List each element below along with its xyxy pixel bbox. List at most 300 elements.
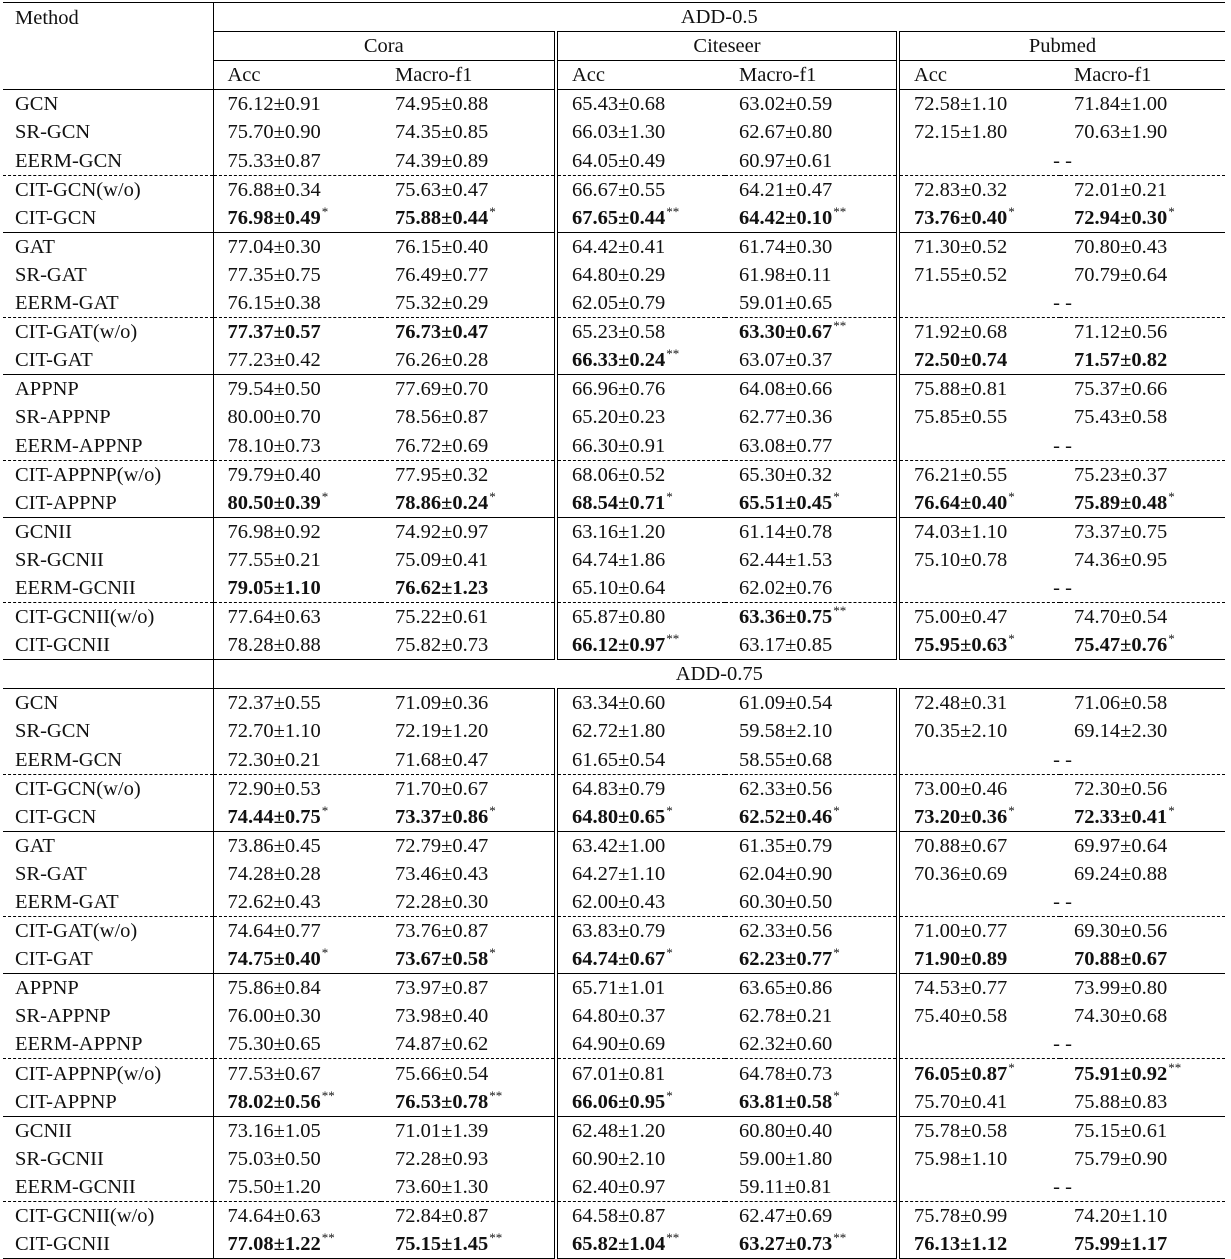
result-cell [213,831,381,860]
result-cell [381,1116,556,1145]
table-row [3,574,1225,603]
result-value: 78.56±0.87 [395,406,489,429]
result-cell [898,689,1060,718]
result-cell [381,90,556,119]
significance-mark: * [833,802,840,818]
table-row [3,1116,1225,1145]
result-value: 66.30±0.91 [572,434,666,457]
significance-mark: * [833,488,840,504]
result-value: 60.90±2.10 [572,1147,666,1170]
method-name: GAT [3,232,213,261]
significance-mark: ** [833,203,847,219]
result-cell [556,175,725,204]
result-value: 73.98±0.40 [395,1005,489,1028]
result-value: 65.51±0.45 [739,491,833,514]
result-cell [213,431,381,460]
result-value: 63.42±1.00 [572,834,666,857]
table-row [3,1030,1225,1059]
result-cell [556,517,725,546]
result-value: 78.86±0.24 [395,491,489,514]
result-value: 61.35±0.79 [739,834,833,857]
method-name: GCN [3,90,213,119]
significance-mark: * [489,203,496,219]
significance-mark: * [489,802,496,818]
result-cell [381,831,556,860]
result-value: 72.79±0.47 [395,834,489,857]
result-cell [1060,717,1225,745]
result-value: 75.78±0.58 [914,1119,1008,1142]
significance-mark: ** [489,1230,503,1246]
result-value: 64.42±0.41 [572,235,666,258]
significance-mark: * [321,945,329,961]
method-name: SR-GAT [3,261,213,289]
result-value: 62.47±0.69 [739,1205,833,1228]
result-value: 65.10±0.64 [572,576,666,599]
result-cell [213,204,381,233]
result-value: 77.64±0.63 [227,606,321,629]
result-cell [381,1088,556,1117]
result-value: 74.92±0.97 [395,520,489,543]
result-cell [898,90,1060,119]
result-value: 75.91±0.92 [1074,1062,1168,1085]
result-value: 74.70±0.54 [1074,606,1168,629]
result-cell [725,1059,898,1088]
dataset-header-citeseer: Citeseer [556,32,898,61]
result-cell [1060,261,1225,289]
result-cell [213,1173,381,1202]
significance-mark: ** [833,318,847,334]
result-cell [725,888,898,917]
result-cell [556,375,725,404]
result-value: 76.72±0.69 [395,434,489,457]
result-value: 74.36±0.95 [1074,548,1168,571]
result-cell [725,318,898,347]
section-header-row [3,660,1225,689]
result-value: 70.80±0.43 [1074,235,1168,258]
result-value: 61.65±0.54 [572,748,666,771]
result-cell [1060,489,1225,518]
result-value: 75.70±0.90 [227,121,321,144]
significance-mark: ** [833,1230,847,1246]
significance-mark: * [1008,631,1015,647]
result-value: 75.86±0.84 [227,977,321,1000]
method-header: Method [3,3,213,32]
table-row [3,346,1225,375]
result-cell [1060,517,1225,546]
table-row [3,403,1225,431]
result-value: 75.89±0.48 [1074,491,1168,514]
result-value: 72.33±0.41 [1074,805,1168,828]
table-row [3,888,1225,917]
table-row [3,546,1225,574]
table-row [3,631,1225,660]
result-value: 75.50±1.20 [227,1175,321,1198]
method-name: CIT-GCN(w/o) [3,175,213,204]
result-value: 72.70±1.10 [227,720,321,743]
result-cell [213,1201,381,1230]
result-cell [556,204,725,233]
table-row [3,517,1225,546]
result-cell [725,546,898,574]
result-value: 71.84±1.00 [1074,93,1168,116]
result-value: 72.19±1.20 [395,720,489,743]
significance-mark: * [321,488,329,504]
result-value: 67.65±0.44 [572,206,666,229]
result-value: 76.88±0.34 [227,178,321,201]
result-cell [725,1088,898,1117]
significance-mark: * [666,488,673,504]
method-name: CIT-GCNII(w/o) [3,602,213,631]
method-name: APPNP [3,974,213,1003]
result-cell [213,631,381,660]
significance-mark: * [1168,203,1175,219]
result-cell [898,118,1060,146]
result-cell [213,1088,381,1117]
result-value: 75.99±1.17 [1074,1233,1168,1256]
method-name: SR-GCN [3,118,213,146]
result-value: 75.63±0.47 [395,178,489,201]
significance-mark: ** [1168,1059,1182,1075]
method-name: CIT-GCN [3,204,213,233]
result-value: 76.26±0.28 [395,349,489,372]
table-row [3,917,1225,946]
result-cell [556,1059,725,1088]
result-value: 64.74±1.86 [572,548,666,571]
table-row [3,318,1225,347]
result-value: 75.88±0.81 [914,378,1008,401]
result-cell [898,346,1060,375]
result-cell [898,1002,1060,1030]
result-cell [556,945,725,974]
result-value: 64.58±0.87 [572,1205,666,1228]
result-value: 78.10±0.73 [227,434,321,457]
result-value: 75.78±0.99 [914,1205,1008,1228]
result-value: 75.15±1.45 [395,1233,489,1256]
result-cell [725,803,898,832]
result-cell [898,204,1060,233]
result-cell [381,602,556,631]
result-cell [1060,1201,1225,1230]
metric-header-acc: Acc [213,61,381,90]
result-value: 63.17±0.85 [739,634,833,657]
result-value: 75.70±0.41 [914,1090,1008,1113]
result-cell [725,1230,898,1259]
result-cell [725,375,898,404]
result-value: 76.05±0.87 [914,1062,1008,1085]
result-value: 76.21±0.55 [914,463,1008,486]
result-cell [725,403,898,431]
result-cell [1060,689,1225,718]
result-value: 73.76±0.87 [395,920,489,943]
result-cell [725,860,898,888]
result-value: 62.04±0.90 [739,862,833,885]
result-cell [1060,1230,1225,1259]
significance-mark: ** [833,603,847,619]
result-cell [725,1145,898,1173]
result-cell [556,90,725,119]
table-row [3,803,1225,832]
result-value: 77.37±0.57 [227,321,321,344]
significance-mark: * [1008,203,1015,219]
method-name: SR-GCN [3,717,213,745]
result-value: 76.98±0.49 [227,206,321,229]
result-cell [213,888,381,917]
result-cell [556,289,725,318]
result-value: 75.33±0.87 [227,149,321,172]
result-value: 64.80±0.37 [572,1005,666,1028]
table-row [3,831,1225,860]
result-value: 71.57±0.82 [1074,349,1168,372]
result-cell [898,1088,1060,1117]
result-value: 68.54±0.71 [572,491,666,514]
method-name: EERM-GCNII [3,574,213,603]
table-row [3,774,1225,803]
result-cell [556,717,725,745]
method-name: SR-APPNP [3,1002,213,1030]
result-cell [556,431,725,460]
result-cell [213,318,381,347]
result-cell [725,1201,898,1230]
result-cell [556,631,725,660]
result-cell [1060,860,1225,888]
method-name: EERM-GAT [3,289,213,318]
table-row [3,232,1225,261]
result-value: 74.28±0.28 [227,862,321,885]
result-value: 77.04±0.30 [227,235,321,258]
table-row [3,717,1225,745]
result-value: 61.98±0.11 [739,263,832,286]
method-name: SR-APPNP [3,403,213,431]
result-value: 67.01±0.81 [572,1062,666,1085]
results-table [3,2,1225,1259]
significance-mark: ** [489,1087,503,1103]
table-row [3,1088,1225,1117]
result-cell [725,945,898,974]
result-value: 75.09±0.41 [395,548,489,571]
table-row [3,974,1225,1003]
result-value: 76.53±0.78 [395,1090,489,1113]
result-cell [381,1201,556,1230]
result-cell [381,460,556,489]
significance-mark: * [1008,802,1015,818]
result-value: 75.98±1.10 [914,1147,1008,1170]
dataset-header-pubmed: Pubmed [898,32,1225,61]
result-value: 76.00±0.30 [227,1005,321,1028]
result-cell [556,232,725,261]
result-cell [1060,602,1225,631]
method-name: SR-GCNII [3,546,213,574]
result-value: 79.54±0.50 [227,378,321,401]
result-value: 65.87±0.80 [572,606,666,629]
result-value: 79.79±0.40 [227,463,321,486]
result-value: 75.37±0.66 [1074,378,1168,401]
result-cell [556,261,725,289]
result-value: 60.30±0.50 [739,891,833,913]
result-value: 70.88±0.67 [1074,948,1168,971]
result-value: 72.28±0.93 [395,1147,489,1170]
result-cell [556,745,725,774]
result-value: 80.50±0.39 [227,491,321,514]
result-cell [898,1230,1060,1259]
method-name: EERM-APPNP [3,431,213,460]
result-value: 72.37±0.55 [227,692,321,715]
result-value: 77.69±0.70 [395,378,489,401]
missing-result: - - [1053,576,1072,599]
result-cell [381,431,556,460]
result-cell [1060,917,1225,946]
dataset-header-cora: Cora [213,32,556,61]
result-cell [725,175,898,204]
result-cell [556,774,725,803]
result-value: 62.77±0.36 [739,406,833,429]
result-cell [381,546,556,574]
result-cell [381,403,556,431]
method-name: CIT-APPNP [3,489,213,518]
result-cell [898,175,1060,204]
result-cell [381,489,556,518]
result-cell [556,574,725,603]
result-value: 72.50±0.74 [914,349,1008,372]
result-cell [898,1059,1060,1088]
table-row [3,1173,1225,1202]
missing-result: - - [1053,891,1072,913]
metric-header-macro-f1: Macro-f1 [381,61,556,90]
significance-mark: * [1008,1059,1015,1075]
result-cell [725,1002,898,1030]
result-cell [898,831,1060,860]
result-cell [898,318,1060,347]
result-cell [898,232,1060,261]
result-value: 75.32±0.29 [395,292,489,315]
significance-mark: * [666,1087,673,1103]
result-value: 72.84±0.87 [395,1205,489,1228]
result-cell [213,289,381,318]
result-cell [381,289,556,318]
result-value: 65.23±0.58 [572,321,666,344]
result-cell [1060,546,1225,574]
significance-mark: * [1168,631,1175,647]
result-cell [556,546,725,574]
result-cell [556,460,725,489]
result-value: 62.23±0.77 [739,948,833,971]
result-value: 74.87±0.62 [395,1033,489,1056]
result-value: 61.74±0.30 [739,235,833,258]
result-cell [381,232,556,261]
result-cell [725,1030,898,1059]
result-value: 64.83±0.79 [572,777,666,800]
result-value: 60.97±0.61 [739,149,833,172]
header-row-2 [3,32,1225,61]
result-cell [898,945,1060,974]
table-row [3,945,1225,974]
result-cell [725,745,898,774]
significance-mark: * [833,1087,840,1103]
result-value: 65.82±1.04 [572,1233,666,1256]
result-cell [213,232,381,261]
result-cell [213,175,381,204]
result-value: 76.12±0.91 [227,93,321,116]
significance-mark: * [1008,488,1015,504]
result-cell [1060,204,1225,233]
result-cell [213,261,381,289]
result-cell [381,917,556,946]
method-name: CIT-APPNP(w/o) [3,1059,213,1088]
result-value: 75.00±0.47 [914,606,1008,629]
table-row [3,146,1225,175]
significance-mark: ** [666,346,680,362]
result-value: 72.90±0.53 [227,777,321,800]
result-cell [556,1116,725,1145]
result-value: 73.97±0.87 [395,977,489,1000]
result-cell [1060,1002,1225,1030]
result-cell [898,774,1060,803]
result-cell [213,1145,381,1173]
method-name: CIT-GCNII [3,1230,213,1259]
result-cell [381,175,556,204]
result-value: 69.97±0.64 [1074,834,1168,857]
result-cell [1060,346,1225,375]
result-value: 62.40±0.97 [572,1175,666,1198]
result-value: 70.36±0.69 [914,862,1008,885]
result-value: 74.20±1.10 [1074,1205,1168,1228]
result-value: 64.80±0.29 [572,263,666,286]
result-value: 64.78±0.73 [739,1062,833,1085]
result-value: 66.12±0.97 [572,634,666,657]
missing-result: - - [1053,1175,1072,1198]
result-value: 59.01±0.65 [739,292,833,315]
table-row [3,1002,1225,1030]
result-cell [725,232,898,261]
result-value: 71.09±0.36 [395,692,489,715]
result-value: 72.58±1.10 [914,93,1008,116]
result-cell [898,1116,1060,1145]
section-spacer [3,660,213,689]
significance-mark: * [666,945,673,961]
result-cell [213,517,381,546]
method-name: EERM-GCN [3,146,213,175]
method-name: CIT-GAT [3,346,213,375]
result-value: 78.02±0.56 [227,1090,321,1113]
result-cell [213,546,381,574]
result-cell [381,1002,556,1030]
result-value: 75.23±0.37 [1074,463,1168,486]
result-cell [381,1173,556,1202]
result-cell [725,831,898,860]
result-value: 73.60±1.30 [395,1175,489,1198]
result-value: 71.68±0.47 [395,748,489,771]
result-value: 69.30±0.56 [1074,920,1168,943]
result-value: 75.10±0.78 [914,548,1008,571]
result-value: 59.58±2.10 [739,720,833,743]
result-cell [1060,318,1225,347]
result-value: 74.30±0.68 [1074,1005,1168,1028]
result-cell [898,974,1060,1003]
result-cell [898,631,1060,660]
method-name: APPNP [3,375,213,404]
result-value: 63.36±0.75 [739,606,833,629]
result-value: 65.30±0.32 [739,463,833,486]
result-cell [213,1116,381,1145]
result-cell [213,689,381,718]
result-cell [725,431,898,460]
result-cell [381,517,556,546]
result-cell [1060,232,1225,261]
result-cell [556,118,725,146]
method-name: CIT-GCN(w/o) [3,774,213,803]
result-cell [213,574,381,603]
result-cell [213,375,381,404]
significance-mark: * [1168,802,1175,818]
